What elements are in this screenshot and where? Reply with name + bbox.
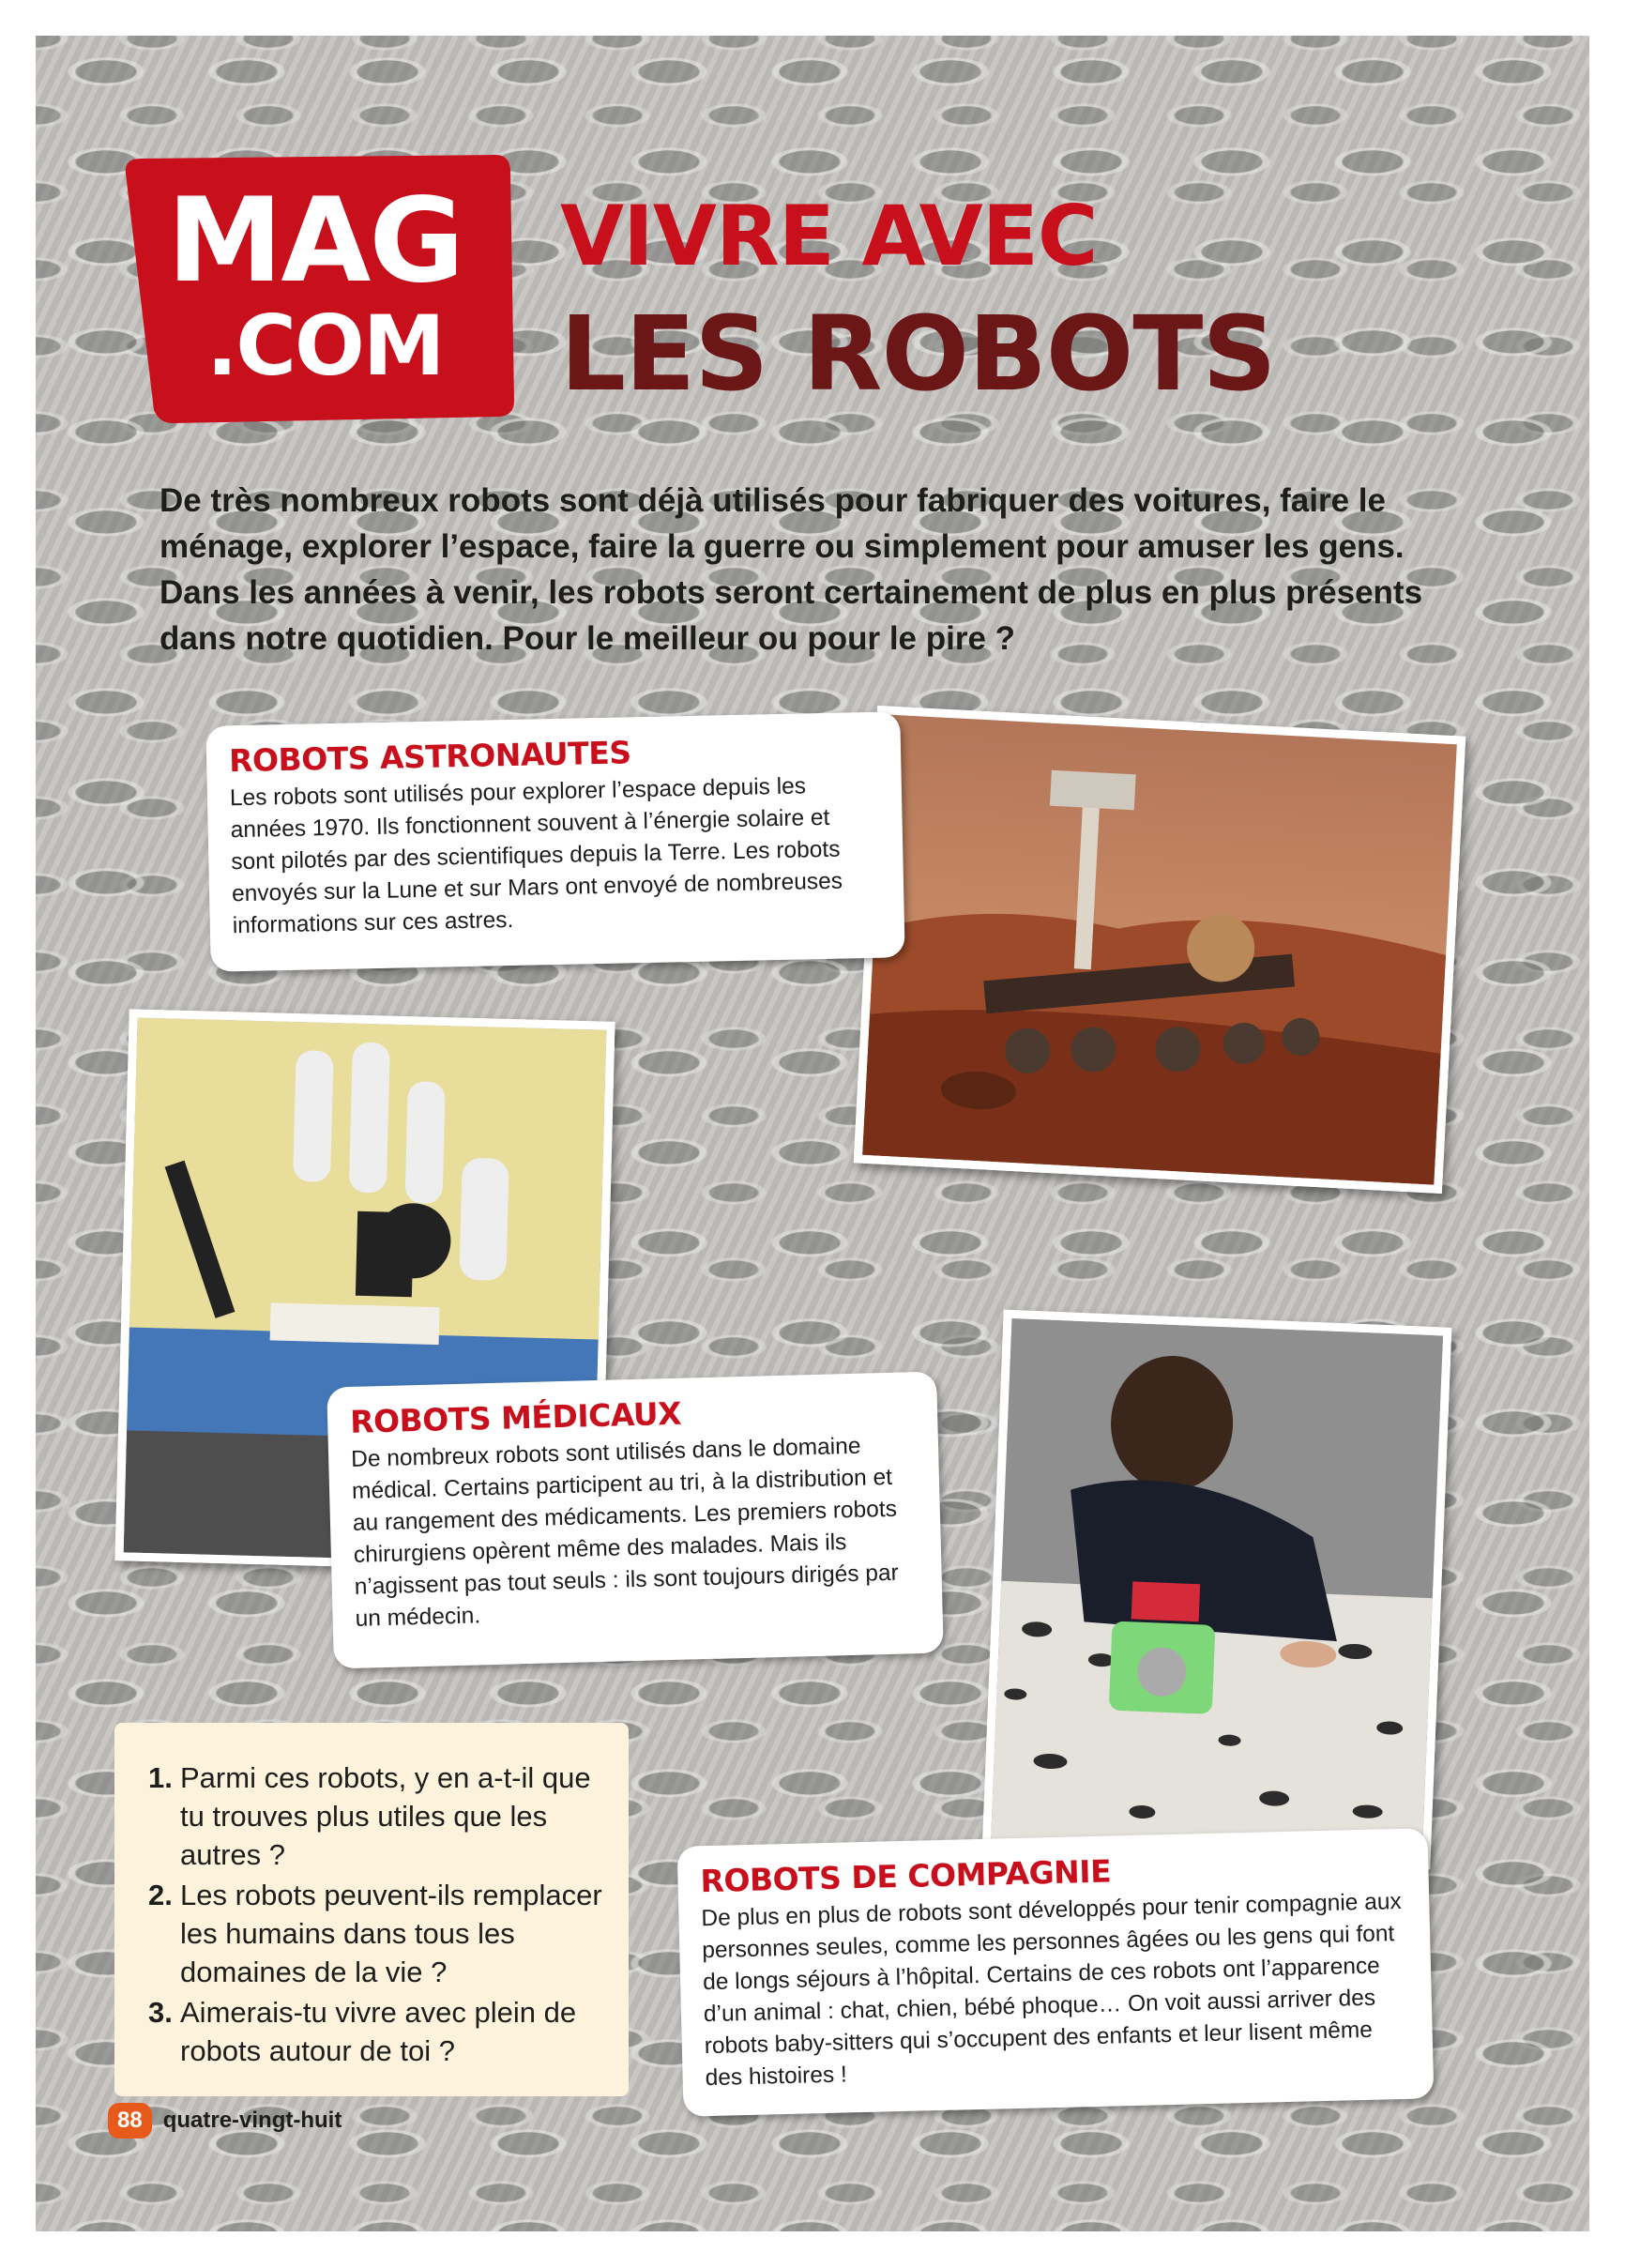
- heading-robots-medicaux: ROBOTS MÉDICAUX: [349, 1394, 682, 1440]
- text-robots-astronautes: Les robots sont utilisés pour explorer l’espace depuis les années 1970. Ils fonctionnent souvent à l’énergie solaire et sont pilotés par des scientifiques depuis la Terre. Les robots envoyés sur la Lune et sur Mars ont envoyé de nombreuses informations sur ces astres.: [229, 773, 843, 939]
- card-robots-astronautes: [205, 711, 904, 971]
- question-number: 2.: [148, 1879, 173, 1911]
- question-item: [148, 1758, 610, 1874]
- text-robots-medicaux: De nombreux robots sont utilisés dans le domaine médical. Certains participent au tri, à la distribution et au rangement des médicaments. Les premiers robots chirurgiens opèrent même des malades. Mais ils n’agissent pas tout seuls : ils sont toujours dirigés par un médecin.: [350, 1433, 900, 1632]
- mag-com-logo: [113, 155, 516, 427]
- child-with-robot-photo: [982, 1310, 1452, 1870]
- card-robots-de-compagnie: [677, 1828, 1435, 2116]
- question-text: Parmi ces robots, y en a-t-il que tu trouves plus utiles que les autres ?: [180, 1761, 591, 1871]
- question-text: Aimerais-tu vivre avec plein de robots autour de toi ?: [180, 1996, 577, 2067]
- mars-rover-photo: [854, 706, 1466, 1194]
- page-number-badge: 88: [108, 2103, 152, 2139]
- page-footer: [108, 2103, 342, 2139]
- card-robots-medicaux: [327, 1372, 944, 1669]
- question-number: 3.: [148, 1996, 173, 2029]
- intro-paragraph: De très nombreux robots sont déjà utilisés pour fabriquer des voitures, faire le ménage, explorer l’espace, faire la guerre ou simplement pour amuser les gens. Dans les années à venir, les robots seront certainement de plus en plus présents dans notre quotidien. Pour le meilleur ou pour le pire ?: [159, 482, 1423, 657]
- heading-robots-de-compagnie: ROBOTS DE COMPAGNIE: [700, 1852, 1112, 1900]
- question-text: Les robots peuvent-ils remplacer les humains dans tous les domaines de la vie ?: [180, 1879, 602, 1988]
- questions-box: [114, 1723, 629, 2096]
- logo-line-2: .COM: [206, 297, 444, 394]
- logo-line-1: MAG: [167, 174, 463, 309]
- heading-robots-astronautes: ROBOTS ASTRONAUTES: [228, 734, 631, 780]
- page-title-line-2: LES ROBOTS: [560, 294, 1276, 414]
- page-number-words: quatre-vingt-huit: [162, 2108, 342, 2133]
- question-number: 1.: [148, 1761, 173, 1794]
- question-item: [148, 1876, 610, 1991]
- question-item: [148, 1993, 610, 2070]
- text-robots-de-compagnie: De plus en plus de robots sont développés pour tenir compagnie aux personnes seules, comme les personnes âgées ou les gens qui font de longs séjours à l’hôpital. Certains de ces robots ont l’apparence d’un animal : chat, chien, bébé phoque… On voit aussi arriver des robots baby-sitters qui s’occupent des enfants et leur lisent même des histoires !: [701, 1888, 1402, 2092]
- page-title-line-1: VIVRE AVEC: [560, 188, 1098, 284]
